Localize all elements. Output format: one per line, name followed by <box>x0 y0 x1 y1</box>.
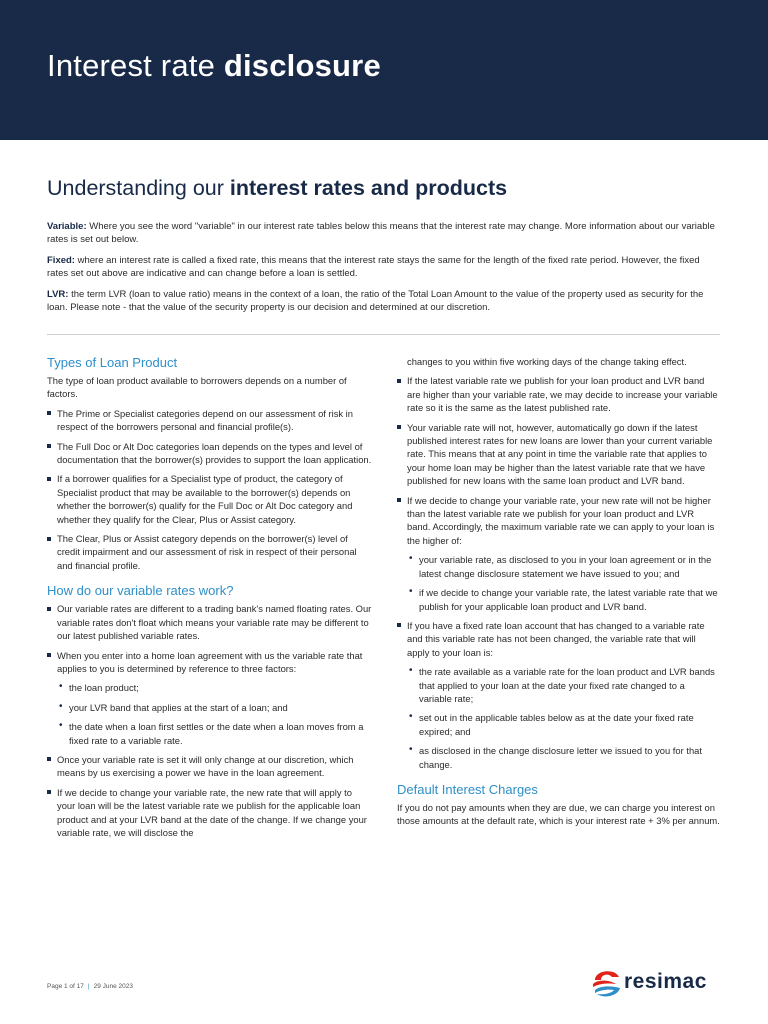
variable-rates-list <box>47 602 372 839</box>
sub-list-item: • the date when a loan first settles or the date when a loan moves from a fixed rate to a variable rate. <box>47 720 372 747</box>
definition-term: LVR: <box>47 288 69 300</box>
right-column <box>397 355 720 834</box>
list-item: If the latest variable rate we publish for your loan product and LVR band are higher than your variable rate, we may decide to increase your variable rate so it is the same as the latest published rate. <box>397 374 720 414</box>
variable-rates-list-continued <box>397 374 720 771</box>
sub-list-item: • the loan product; <box>47 681 372 694</box>
subheading-regular: Understanding our <box>47 176 230 200</box>
variable-rates-heading: How do our variable rates work? <box>47 583 234 599</box>
page-number: Page 1 of 17 <box>47 983 84 990</box>
definition-variable <box>47 220 723 247</box>
page-title-bold: disclosure <box>223 48 381 83</box>
list-item: The Clear, Plus or Assist category depends on the borrower(s) level of credit impairment and our assessment of risk in respect of their personal and financial profile. <box>47 532 372 572</box>
section-subheading <box>47 176 507 201</box>
sub-list-item: • your LVR band that applies at the start of a loan; and <box>47 701 372 714</box>
default-charges-text: If you do not pay amounts when they are due, we can charge you interest on those amounts at the default rate, which is your interest rate + 3% per annum. <box>397 801 720 827</box>
subheading-bold: interest rates and products <box>229 176 508 200</box>
definition-fixed <box>47 254 723 281</box>
sub-list-item: • as disclosed in the change disclosure letter we issued to you for that change. <box>397 744 720 771</box>
list-item: Once your variable rate is set it will only change at our discretion, which means by us exercising a power we have in the loan agreement. <box>47 753 372 780</box>
divider <box>47 334 720 335</box>
list-item: Your variable rate will not, however, automatically go down if the latest published interest rates for new loans are lower than your current variable rate. This means that at any point in time the variable rate that applies to your home loan may be higher than the latest variable rate that we have published for new loans with the same loan product and LVR band. <box>397 421 720 488</box>
footer-date: 29 June 2023 <box>93 983 133 990</box>
sub-list-item: • the rate available as a variable rate for the loan product and LVR bands that applied to your loan at the date your fixed rate changed to a variable rate; <box>397 665 720 705</box>
header-banner <box>0 0 768 140</box>
loan-product-intro: The type of loan product available to borrowers depends on a number of factors. <box>47 375 347 400</box>
sub-list-item: • your variable rate, as disclosed to you in your loan agreement or in the latest change disclosure statement we have issued to you; and <box>397 553 720 580</box>
list-item: If we decide to change your variable rate, your new rate will not be higher than the latest variable rate we publish for your loan product and LVR band. Accordingly, the maximum variable rate we can apply to your loan is the higher of: <box>397 494 720 548</box>
page-footer <box>47 983 133 990</box>
definition-term: Variable: <box>47 221 87 232</box>
loan-product-heading: Types of Loan Product <box>47 355 178 370</box>
list-item: If you have a fixed rate loan account that has changed to a variable rate and this variable rate has not been changed, the variable rate that will apply to your loan is: <box>397 619 720 659</box>
definitions-block <box>47 220 723 321</box>
resimac-logo <box>590 966 722 1000</box>
footer-separator: | <box>87 983 90 990</box>
logo-wordmark: resimac <box>624 970 707 993</box>
definition-text: Where you see the word "variable" in our interest rate tables below this means that the interest rate may change. More information about our variable rates is set out below. <box>47 221 715 246</box>
page-title-regular: Interest rate <box>47 48 224 83</box>
list-item: If we decide to change your variable rate, the new rate that will apply to your loan will be the latest variable rate we publish for the applicable loan product and at your LVR band at the date of the change. If we change your variable rate, we will disclose the <box>47 786 372 840</box>
default-charges-heading: Default Interest Charges <box>397 781 538 797</box>
definition-term: Fixed: <box>47 254 75 266</box>
resimac-swirl-logo-icon <box>590 966 624 1000</box>
list-item: If a borrower qualifies for a Specialist type of product, the category of Specialist product that may be available to the borrower(s) depends on whether the borrower(s) qualify for the Full Doc or Alt Doc category and whether they qualify for the Clear, Plus or Assist category. <box>47 472 372 526</box>
sub-list-item: • set out in the applicable tables below as at the date your fixed rate expired; and <box>397 711 720 738</box>
continued-text: changes to you within five working days of the change taking effect. <box>407 356 687 367</box>
definition-lvr <box>47 288 723 315</box>
left-column <box>47 354 372 845</box>
list-item: When you enter into a home loan agreement with us the variable rate that applies to you is determined by reference to three factors: <box>47 649 372 676</box>
sub-list-item: • if we decide to change your variable rate, the latest variable rate that we publish for your applicable loan product and LVR band. <box>397 586 720 613</box>
loan-product-list <box>47 407 372 572</box>
list-item: Our variable rates are different to a trading bank's named floating rates. Our variable rates don't float which means your variable rate may be different to our latest published variable rates. <box>47 602 372 642</box>
definition-text: the term LVR (loan to value ratio) means in the context of a loan, the ratio of the Total Loan Amount to the value of the property used as security for the loan. Please note - that the value of the security property is our decision and determined at our discretion. <box>47 288 704 314</box>
definition-text: where an interest rate is called a fixed rate, this means that the interest rate stays the same for the length of the fixed rate period. However, the fixed rates set out above are indicative and can change before a loan is settled. <box>47 254 700 280</box>
page-title <box>47 48 381 84</box>
list-item: The Full Doc or Alt Doc categories loan depends on the types and level of documentation that the borrower(s) provides to support the loan application. <box>47 440 372 467</box>
list-item: The Prime or Specialist categories depend on our assessment of risk in respect of the borrowers personal and financial profile(s). <box>47 407 372 434</box>
